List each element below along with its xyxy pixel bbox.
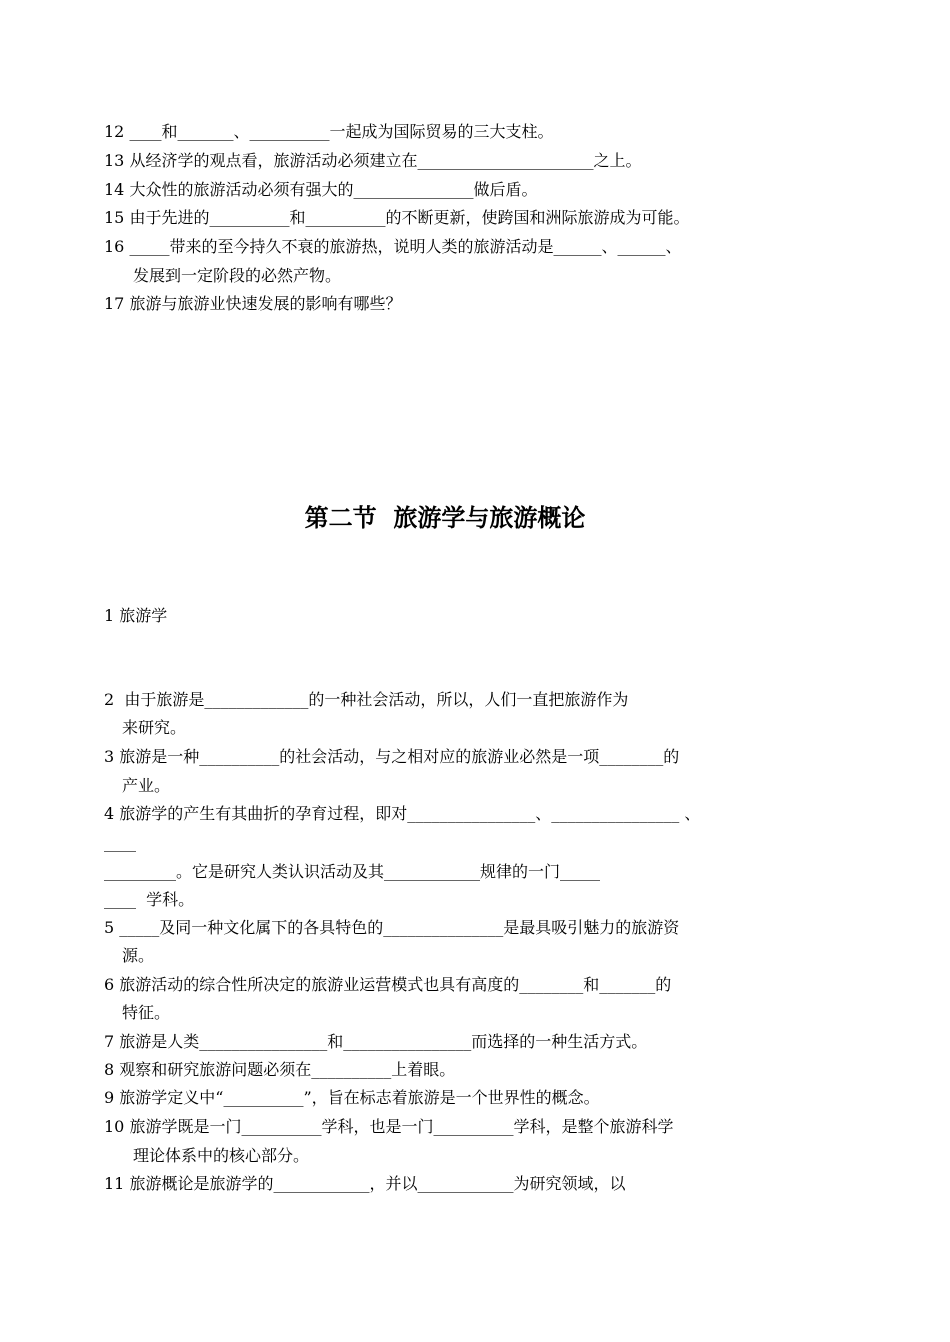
section-title: 第二节 旅游学与旅游概论: [304, 503, 586, 532]
question-12: 12 ____和_______、__________一起成为国际贸易的三大支柱。: [104, 122, 554, 141]
item-2: 2 由于旅游是_____________的一种社会活动，所以，人们一直把旅游作为: [104, 690, 629, 709]
question-14: 14 大众性的旅游活动必须有强大的_______________做后盾。: [104, 180, 538, 199]
item-9: 9 旅游学定义中“__________”，旨在标志着旅游是一个世界性的概念。: [104, 1088, 600, 1107]
question-17: 17 旅游与旅游业快速发展的影响有哪些？: [104, 294, 402, 313]
item-4-line-3: _________。它是研究人类认识活动及其____________规律的一门_____: [104, 862, 601, 881]
item-10-continued: 理论体系中的核心部分。: [133, 1146, 310, 1165]
question-13: 13 从经济学的观点看，旅游活动必须建立在______________________之上。: [104, 151, 642, 170]
item-11: 11 旅游概论是旅游学的____________，并以____________为研究领域，以: [104, 1174, 626, 1193]
item-10: 10 旅游学既是一门__________学科，也是一门__________学科，是整个旅游科学: [104, 1117, 674, 1136]
item-4-line-4: ____ 学科。: [104, 890, 195, 909]
item-5-continued: 源。: [122, 946, 155, 965]
item-6: 6 旅游活动的综合性所决定的旅游业运营模式也具有高度的________和_______的: [104, 975, 672, 994]
item-4: 4 旅游学的产生有其曲折的孕育过程，即对________________、________________ 、: [104, 804, 701, 823]
item-2-continued: 来研究。: [122, 718, 187, 737]
item-4-line-2: ____: [104, 833, 136, 852]
item-3-continued: 产业。: [122, 776, 171, 795]
item-1: 1 旅游学: [104, 606, 168, 625]
item-6-continued: 特征。: [122, 1003, 171, 1022]
item-7: 7 旅游是人类________________和________________而选择的一种生活方式。: [104, 1032, 648, 1051]
question-16: 16 _____带来的至今持久不衰的旅游热，说明人类的旅游活动是______、______、: [104, 237, 682, 256]
item-8: 8 观察和研究旅游问题必须在__________上着眼。: [104, 1060, 456, 1079]
item-5: 5 _____及同一种文化属下的各具特色的_______________是最具吸引魅力的旅游资: [104, 918, 680, 937]
question-16-continued: 发展到一定阶段的必然产物。: [133, 266, 342, 285]
item-3: 3 旅游是一种__________的社会活动，与之相对应的旅游业必然是一项________的: [104, 747, 680, 766]
question-15: 15 由于先进的__________和__________的不断更新，使跨国和洲际旅游成为可能。: [104, 208, 690, 227]
